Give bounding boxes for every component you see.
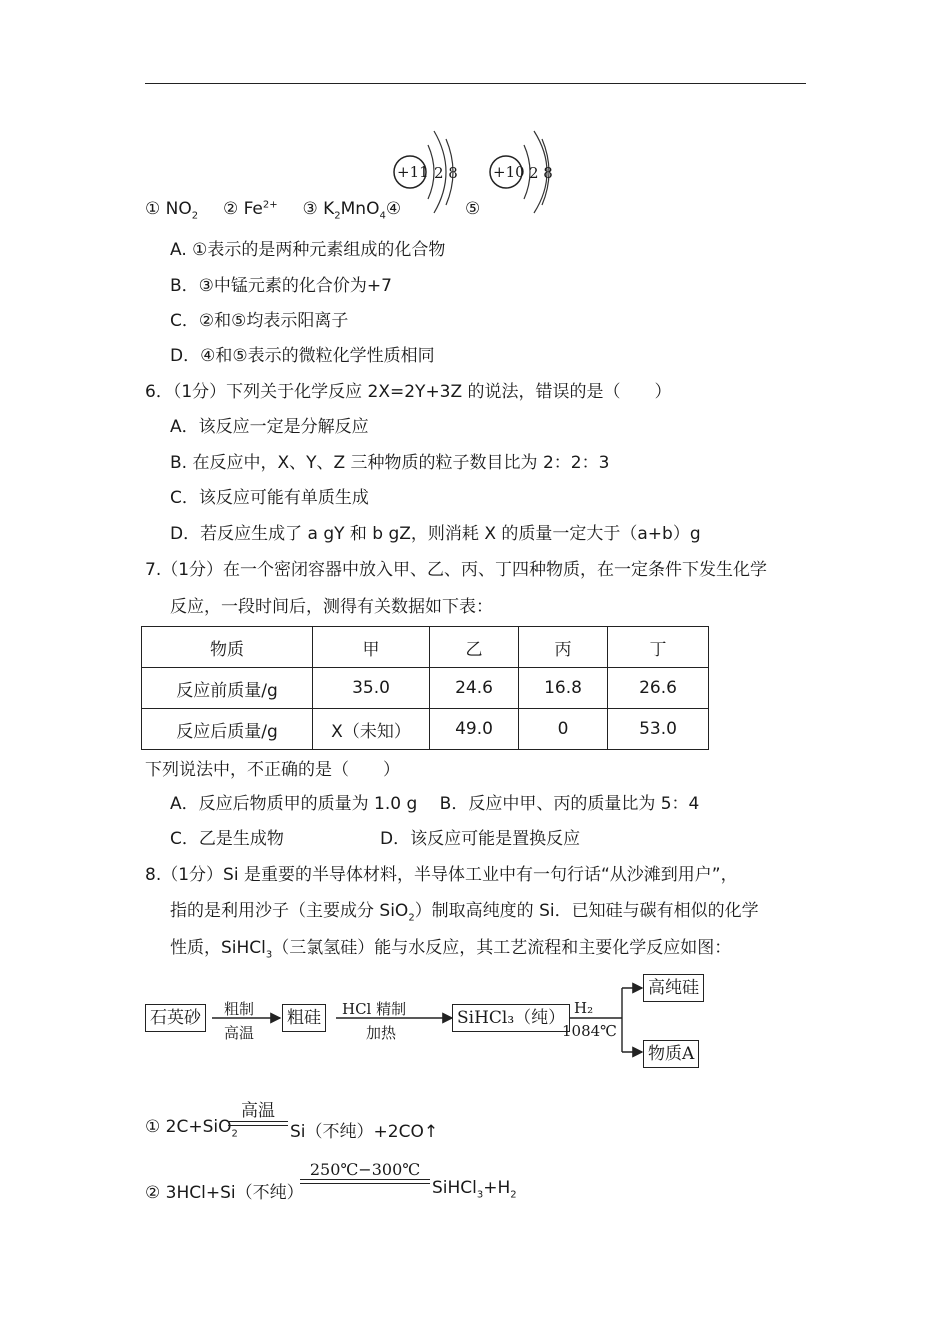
q6-option-c: C．该反应可能有单质生成: [170, 488, 369, 508]
table-cell: 26.6: [608, 668, 709, 709]
equation-2-lhs: ② 3HCl+Si（不纯）: [145, 1183, 304, 1203]
q6-option-a: A．该反应一定是分解反应: [170, 417, 369, 437]
q7-options-ab: A．反应后物质甲的质量为 1.0 g B．反应中甲、丙的质量比为 5：4: [170, 794, 700, 814]
q7-option-c: C．乙是生成物: [170, 829, 284, 849]
header-rule: [145, 83, 806, 84]
table-cell: 49.0: [430, 709, 519, 750]
flow-box-sihcl3: SiHCl₃（纯）: [452, 1004, 570, 1032]
flow-box-quartz-sand: 石英砂: [145, 1004, 206, 1032]
table-header-cell: 丙: [519, 627, 608, 668]
table-cell: 16.8: [519, 668, 608, 709]
table-cell: 反应后质量/g: [142, 709, 313, 750]
q8-stem-line2: 指的是利用沙子（主要成分 SiO$_2$）制取高纯度的 Si．已知硅与碳有相似的化学: [170, 901, 759, 924]
item-fe-ion: ② $Fe^{2+}$: [222, 199, 278, 219]
table-cell: 反应前质量/g: [142, 668, 313, 709]
table-cell: 0: [519, 709, 608, 750]
table-header-cell: 乙: [430, 627, 519, 668]
table-header-cell: 丁: [608, 627, 709, 668]
q8-stem-line1: 8.（1分）Si 是重要的半导体材料，半导体工业中有一句行话“从沙滩到用户”，: [145, 865, 738, 885]
q5-option-d: D．④和⑤表示的微粒化学性质相同: [170, 346, 435, 366]
flow-box-substance-a: 物质A: [643, 1040, 699, 1068]
table-header-cell: 甲: [313, 627, 430, 668]
table-cell: 24.6: [430, 668, 519, 709]
table-row: [142, 668, 709, 709]
table-row: [142, 709, 709, 750]
q5-items-line: [145, 199, 401, 221]
item-no2: ① $NO_2$: [145, 199, 199, 222]
equation-2-condition: 250℃−300℃: [300, 1160, 430, 1184]
table-header-row: [142, 627, 709, 668]
q6-option-d: D．若反应生成了 a gY 和 b gZ，则消耗 X 的质量一定大于（a+b）g: [170, 524, 701, 544]
q6-option-b: B. 在反应中，X、Y、Z 三种物质的粒子数目比为 2：2：3: [170, 453, 610, 473]
table-cell: 35.0: [313, 668, 430, 709]
q7-question: 下列说法中，不正确的是（ ）: [145, 760, 400, 780]
q5-option-a: A. ①表示的是两种元素组成的化合物: [170, 240, 446, 260]
atom2-nucleus: +10: [493, 163, 525, 181]
flow-arrow2-top-label: HCl 精制: [342, 1000, 407, 1018]
q7-stem-line2: 反应，一段时间后，测得有关数据如下表：: [170, 597, 493, 617]
flow-arrow1-top-label: 粗制: [224, 1000, 255, 1018]
table-cell: 53.0: [608, 709, 709, 750]
q6-stem: 6．（1分）下列关于化学反应 2X=2Y+3Z 的说法，错误的是（ ）: [145, 382, 672, 402]
item-k2mno4: ③ $K_2MnO_4④$: [302, 199, 402, 222]
flow-box-pure-silicon: 高纯硅: [643, 974, 704, 1002]
flow-arrow1-bottom-label: 高温: [224, 1024, 255, 1042]
flow-arrow3-top-label: H₂: [574, 999, 594, 1017]
flow-arrow2-bottom-label: 加热: [366, 1024, 397, 1042]
mass-data-table: [141, 626, 709, 750]
atom1-nucleus: +11: [397, 163, 429, 181]
equation-1-lhs: ① 2C+SiO$_2$: [145, 1117, 238, 1140]
q7-stem-line1: 7.（1分）在一个密闭容器中放入甲、乙、丙、丁四种物质，在一定条件下发生化学: [145, 560, 768, 580]
item-5-label: ⑤: [465, 199, 481, 219]
table-header-cell: 物质: [142, 627, 313, 668]
equation-1-rhs: Si（不纯）+2CO↑: [290, 1122, 439, 1142]
q7-option-d: D．该反应可能是置换反应: [380, 829, 581, 849]
equation-2-rhs: $SiHCl_3+H_2$: [432, 1178, 517, 1201]
q5-option-c: C．②和⑤均表示阳离子: [170, 311, 349, 331]
q8-stem-line3: 性质，SiHCl$_3$（三氯氢硅）能与水反应，其工艺流程和主要化学反应如图：: [170, 938, 732, 961]
equation-1-condition: 高温: [228, 1096, 288, 1126]
atom2-shells: 2 8: [529, 164, 553, 182]
atom1-shells: 2 8: [434, 164, 458, 182]
flow-arrow3-bottom-label: 1084℃: [562, 1022, 617, 1040]
flow-box-crude-silicon: 粗硅: [282, 1004, 326, 1032]
table-cell: X（未知）: [313, 709, 430, 750]
q5-option-b: B．③中锰元素的化合价为+7: [170, 276, 392, 296]
